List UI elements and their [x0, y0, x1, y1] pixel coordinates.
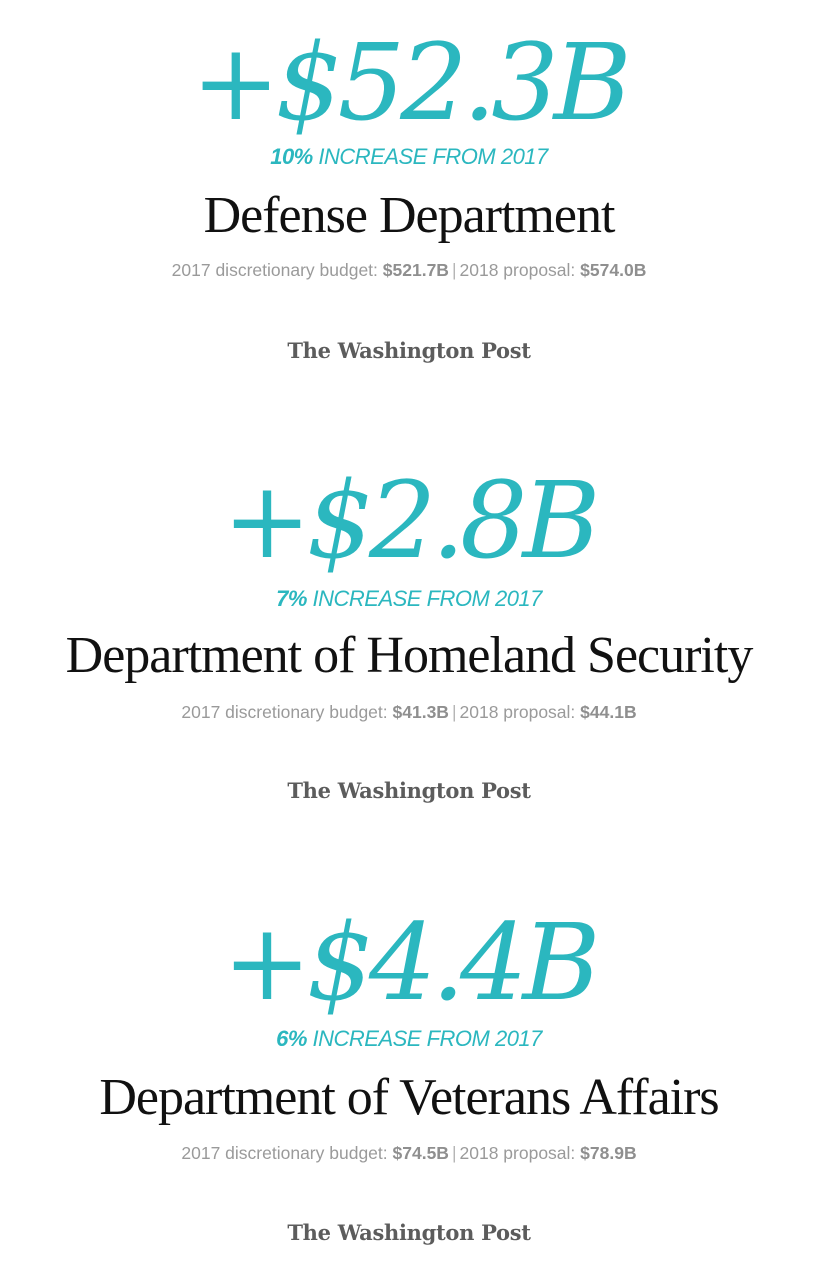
proposal-value: $574.0B [580, 260, 647, 280]
increase-percent: 10% [270, 144, 313, 169]
proposal-label: 2018 proposal: [459, 1143, 576, 1163]
budget-value: $74.5B [392, 1143, 449, 1163]
budget-details [0, 1145, 818, 1163]
increase-subtitle [0, 146, 818, 168]
separator: | [451, 1143, 457, 1163]
increase-subtitle [0, 1028, 818, 1050]
increase-percent: 7% [276, 586, 307, 611]
budget-details [0, 704, 818, 722]
budget-details [0, 262, 818, 280]
separator: | [451, 702, 457, 722]
budget-label: 2017 discretionary budget: [171, 260, 378, 280]
budget-value: $521.7B [382, 260, 449, 280]
increase-amount: +$52.3B [191, 21, 627, 144]
washington-post-logo: The Washington Post [287, 778, 531, 803]
increase-amount: +$4.4B [222, 901, 596, 1024]
increase-amount: +$2.8B [222, 459, 596, 582]
budget-label: 2017 discretionary budget: [181, 702, 388, 722]
proposal-value: $78.9B [580, 1143, 637, 1163]
proposal-value: $44.1B [580, 702, 637, 722]
department-name: Defense Department [203, 187, 615, 244]
proposal-label: 2018 proposal: [459, 702, 576, 722]
budget-label: 2017 discretionary budget: [181, 1143, 388, 1163]
increase-percent: 6% [276, 1026, 307, 1051]
increase-label: INCREASE FROM 2017 [312, 586, 542, 611]
washington-post-logo: The Washington Post [287, 338, 531, 363]
washington-post-logo: The Washington Post [287, 1220, 531, 1245]
proposal-label: 2018 proposal: [459, 260, 576, 280]
separator: | [451, 260, 457, 280]
increase-label: INCREASE FROM 2017 [318, 144, 548, 169]
department-name: Department of Veterans Affairs [99, 1069, 719, 1126]
increase-subtitle [0, 588, 818, 610]
increase-label: INCREASE FROM 2017 [312, 1026, 542, 1051]
budget-value: $41.3B [392, 702, 449, 722]
department-name: Department of Homeland Security [65, 627, 753, 684]
